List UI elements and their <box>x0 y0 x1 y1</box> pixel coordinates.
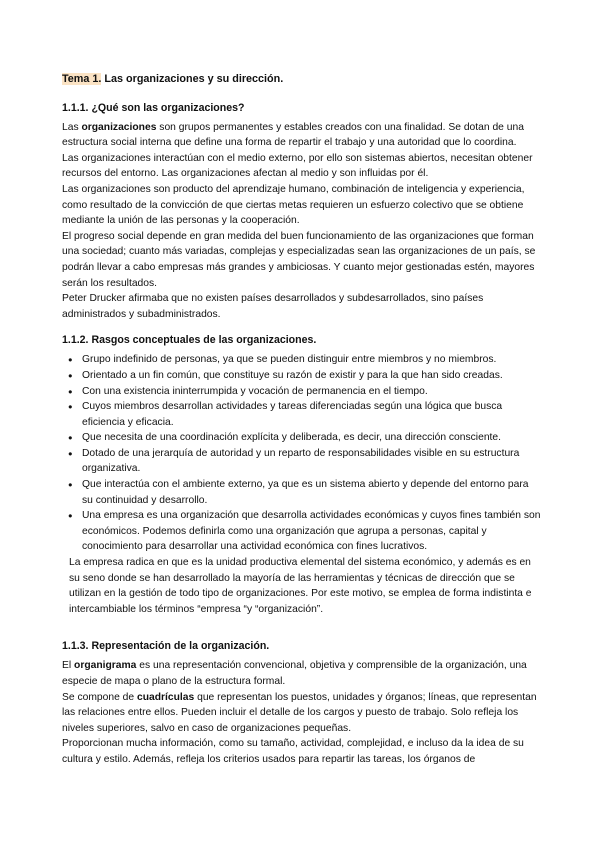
page-title <box>62 72 542 88</box>
title-highlight: Tema 1. <box>62 73 102 85</box>
list-item: ● Dotado de una jerarquía de autoridad y un reparto de responsabilidades visible en su estructura organizativa. <box>82 446 542 477</box>
s1-p1-post: son grupos permanentes y estables creados con una finalidad. Se dotan de una estructura social interna que define una forma de repartir el trabajo y una autoridad que lo coordina. <box>62 121 524 149</box>
section-3-paragraph-2 <box>62 690 542 737</box>
list-item: ● Con una existencia ininterrumpida y vocación de permanencia en el tiempo. <box>82 384 542 400</box>
section-1-paragraph-5: Peter Drucker afirmaba que no existen países desarrollados y subdesarrollados, sino países administrados y subadministrados. <box>62 293 484 320</box>
s3-p1-pre: El <box>62 660 75 672</box>
s3-p2-post: que representan los puestos, unidades y órganos; líneas, que representan las relaciones entre ellos. Pueden incluir el detalle de los cargos y puesto de trabajo. Solo refleja los niveles superiores, salvo en caso de organizaciones pequeñas. <box>62 691 537 734</box>
section-1-paragraph-3: Las organizaciones son producto del aprendizaje humano, combinación de inteligencia y experiencia, como resultado de la convicción de que ciertas metas requieren un esfuerzo colectivo que se obtiene mediante la unión de las personas y la cooperación. <box>62 183 525 227</box>
section-1-paragraph-1 <box>62 120 542 151</box>
section-2-closing: La empresa radica en que es la unidad productiva elemental del sistema económico, y además es en su seno donde se han desarrollado la mayoría de las herramientas y técnicas de dirección que se utilizan en la gestión de todo tipo de organizaciones. Por este motivo, se emplea de forma indistinta e intercambiable los términos “empresa “y “organización”. <box>69 557 532 615</box>
traits-list <box>62 352 542 555</box>
s3-p2-bold: cuadrículas <box>137 691 195 703</box>
list-item: ● Orientado a un fin común, que constituye su razón de existir y para la que han sido creadas. <box>82 368 542 384</box>
section-3-heading: 1.1.3. Representación de la organización. <box>62 640 270 653</box>
document-body <box>62 72 542 768</box>
s3-p1-bold: organigrama <box>74 660 137 672</box>
s3-p2-pre: Se compone de <box>62 691 137 703</box>
spacer <box>62 617 542 628</box>
list-item: ● Cuyos miembros desarrollan actividades y tareas diferenciadas según una lógica que busca eficiencia y eficacia. <box>82 399 542 430</box>
section-1-paragraph-4: El progreso social depende en gran medida del buen funcionamiento de las organizaciones que forman una sociedad; cuanto más variadas, complejas y especializadas sean las organizaciones de un país, se podrán llevar a cabo empresas más grandes y ambiciosas. Y cuanto mejor gestionadas estén, mayores serán los resultados. <box>62 230 536 289</box>
list-item: ● Una empresa es una organización que desarrolla actividades económicas y cuyos fines también son económicos. Podemos definirla como una organización que agrupa a personas, capital y conocimiento para desarrollar una actividad económica con fines lucrativos. <box>82 508 542 555</box>
section-3-paragraph-3: Proporcionan mucha información, como su tamaño, actividad, complejidad, e incluso da la idea de su cultura y estilo. Además, refleja los criterios usados para repartir las tareas, los órganos de <box>62 738 524 765</box>
section-2-heading: 1.1.2. Rasgos conceptuales de las organizaciones. <box>62 334 317 347</box>
spacer <box>62 628 542 639</box>
section-1-paragraph-2: Las organizaciones interactúan con el medio externo, por ello son sistemas abiertos, necesitan obtener recursos del entorno. Las organizaciones afectan al medio y son influidas por él. <box>62 152 533 180</box>
section-1-heading: 1.1.1. ¿Qué son las organizaciones? <box>62 101 245 114</box>
title-text: Las organizaciones y su dirección. <box>101 73 284 85</box>
list-item: ● Que interactúa con el ambiente externo, ya que es un sistema abierto y depende del entorno para su continuidad y desarrollo. <box>82 477 542 508</box>
spacer <box>62 322 542 333</box>
list-item: ● Que necesita de una coordinación explícita y deliberada, es decir, una dirección consciente. <box>82 430 542 446</box>
s3-p1-post: es una representación convencional, objetiva y comprensible de la organización, una especie de mapa o plano de la estructura formal. <box>62 660 527 687</box>
list-item: ● Grupo indefinido de personas, ya que se pueden distinguir entre miembros y no miembros. <box>82 352 542 368</box>
s1-p1-pre: Las <box>62 121 82 133</box>
s1-p1-bold: organizaciones <box>81 121 157 133</box>
section-3-paragraph-1 <box>62 658 542 689</box>
